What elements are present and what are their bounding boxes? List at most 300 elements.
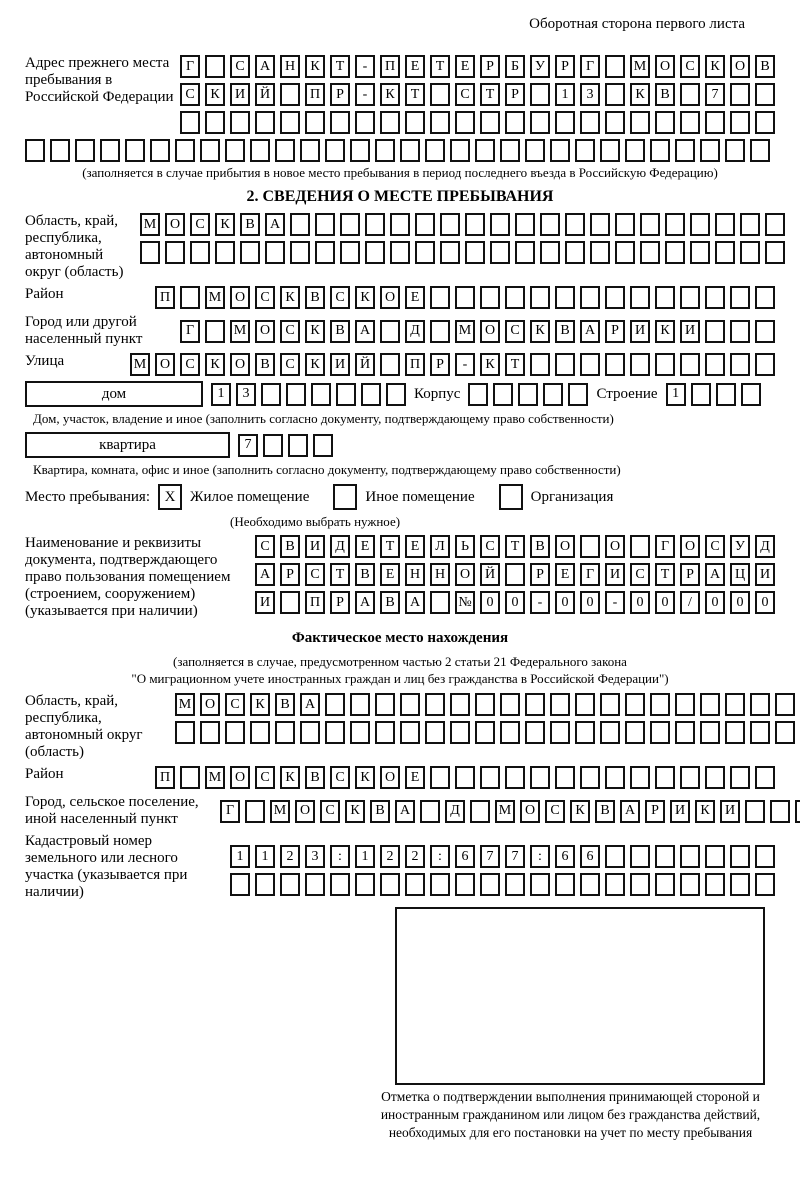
char-cell <box>400 139 420 162</box>
char-cell <box>530 873 550 896</box>
char-cell <box>490 241 510 264</box>
char-cell: В <box>255 353 275 376</box>
char-cell: Ц <box>730 563 750 586</box>
char-cell <box>575 721 595 744</box>
residential-checkbox: X <box>158 484 182 510</box>
previous-address-field <box>25 55 775 134</box>
char-cell <box>180 111 200 134</box>
char-cell <box>755 845 775 868</box>
char-cell <box>425 139 445 162</box>
char-cell <box>580 535 600 558</box>
char-cell: К <box>355 286 375 309</box>
char-cell: М <box>205 286 225 309</box>
char-cell <box>590 213 610 236</box>
char-cell: Е <box>405 286 425 309</box>
char-cell: Е <box>555 563 575 586</box>
char-cell <box>605 766 625 789</box>
char-cell <box>455 873 475 896</box>
char-cell <box>100 139 120 162</box>
char-cell <box>600 693 620 716</box>
char-cell <box>263 434 283 457</box>
char-cell <box>655 766 675 789</box>
char-cell <box>515 213 535 236</box>
char-cell <box>650 139 670 162</box>
char-cell <box>355 111 375 134</box>
char-cell: 3 <box>580 83 600 106</box>
char-cell <box>555 111 575 134</box>
stay-type-note: (Необходимо выбрать нужное) <box>230 514 401 529</box>
char-cell <box>180 286 200 309</box>
char-cell <box>605 845 625 868</box>
stay-type-row <box>25 484 775 510</box>
char-cell <box>290 241 310 264</box>
char-cell <box>575 139 595 162</box>
char-cell: Г <box>580 55 600 78</box>
char-cell <box>540 213 560 236</box>
char-cell: В <box>305 766 325 789</box>
char-cell <box>225 139 245 162</box>
char-cell: - <box>455 353 475 376</box>
char-cell: О <box>730 55 750 78</box>
char-cell <box>640 241 660 264</box>
char-cell: 0 <box>480 591 500 614</box>
char-cell <box>600 721 620 744</box>
char-cell: Р <box>680 563 700 586</box>
char-cell <box>350 693 370 716</box>
char-cell: Т <box>505 353 525 376</box>
char-cell <box>630 353 650 376</box>
cadastral-row-1 <box>230 845 775 868</box>
char-cell <box>315 213 335 236</box>
char-cell <box>468 383 488 406</box>
apartment-row <box>25 432 775 458</box>
char-cell: В <box>355 563 375 586</box>
char-cell: Р <box>555 55 575 78</box>
actual-district-label: Район <box>25 766 64 782</box>
stay-type-label: Место пребывания: <box>25 488 150 505</box>
char-cell <box>730 766 750 789</box>
char-cell <box>330 873 350 896</box>
char-cell: - <box>605 591 625 614</box>
actual-region-row-1 <box>175 693 800 716</box>
char-cell: Й <box>355 353 375 376</box>
char-cell <box>305 873 325 896</box>
char-cell <box>430 873 450 896</box>
char-cell <box>650 693 670 716</box>
char-cell <box>630 766 650 789</box>
char-cell: О <box>520 800 540 823</box>
street-field <box>25 353 775 376</box>
char-cell <box>390 213 410 236</box>
char-cell: В <box>595 800 615 823</box>
char-cell: А <box>355 320 375 343</box>
document-row-2 <box>255 563 775 586</box>
char-cell <box>665 241 685 264</box>
char-cell <box>275 139 295 162</box>
other-premises-label: Иное помещение <box>365 488 475 505</box>
char-cell: Е <box>355 535 375 558</box>
char-cell <box>425 693 445 716</box>
char-cell: О <box>380 766 400 789</box>
actual-location-note-1: (заполняется в случае, предусмотренном частью 2 статьи 21 Федерального закона <box>173 654 627 669</box>
char-cell <box>580 873 600 896</box>
char-cell <box>605 353 625 376</box>
char-cell: Т <box>430 55 450 78</box>
char-cell <box>450 721 470 744</box>
char-cell: Е <box>455 55 475 78</box>
char-cell <box>725 721 745 744</box>
char-cell: Т <box>380 535 400 558</box>
char-cell: О <box>230 286 250 309</box>
actual-location-note-2: "О миграционном учете иностранных граждан и лиц без гражданства в Российской Федерации") <box>131 671 669 686</box>
korpus-label: Корпус <box>414 385 461 402</box>
char-cell: № <box>455 591 475 614</box>
char-cell <box>655 286 675 309</box>
char-cell <box>205 55 225 78</box>
char-cell <box>630 535 650 558</box>
char-cell <box>580 111 600 134</box>
char-cell: М <box>175 693 195 716</box>
char-cell: О <box>455 563 475 586</box>
char-cell <box>540 241 560 264</box>
char-cell: Е <box>405 55 425 78</box>
char-cell: С <box>705 535 725 558</box>
char-cell <box>625 721 645 744</box>
char-cell: И <box>630 320 650 343</box>
char-cell: И <box>330 353 350 376</box>
char-cell: К <box>250 693 270 716</box>
char-cell: Т <box>655 563 675 586</box>
char-cell <box>455 111 475 134</box>
char-cell: К <box>215 213 235 236</box>
char-cell: О <box>605 535 625 558</box>
char-cell: Г <box>580 563 600 586</box>
char-cell: С <box>505 320 525 343</box>
char-cell: Г <box>180 55 200 78</box>
char-cell <box>450 693 470 716</box>
char-cell <box>286 383 306 406</box>
char-cell: Е <box>380 563 400 586</box>
char-cell: Т <box>330 55 350 78</box>
char-cell: М <box>495 800 515 823</box>
char-cell: В <box>280 535 300 558</box>
char-cell: Т <box>480 83 500 106</box>
house-number-row <box>211 383 406 406</box>
char-cell <box>325 139 345 162</box>
char-cell <box>380 873 400 896</box>
char-cell <box>350 139 370 162</box>
char-cell: О <box>200 693 220 716</box>
char-cell: С <box>480 535 500 558</box>
district-row <box>155 286 775 309</box>
char-cell <box>493 383 513 406</box>
char-cell: 3 <box>236 383 256 406</box>
char-cell <box>705 873 725 896</box>
char-cell <box>555 353 575 376</box>
char-cell <box>575 693 595 716</box>
char-cell: К <box>205 353 225 376</box>
actual-district-field <box>25 766 775 789</box>
char-cell: 1 <box>355 845 375 868</box>
char-cell <box>755 873 775 896</box>
char-cell <box>230 873 250 896</box>
char-cell: В <box>380 591 400 614</box>
char-cell: : <box>330 845 350 868</box>
char-cell: Р <box>505 83 525 106</box>
organization-label: Организация <box>530 488 614 505</box>
char-cell <box>355 873 375 896</box>
char-cell: С <box>190 213 210 236</box>
char-cell <box>555 286 575 309</box>
char-cell: А <box>355 591 375 614</box>
char-cell: 6 <box>555 845 575 868</box>
char-cell <box>765 213 785 236</box>
char-cell <box>311 383 331 406</box>
char-cell: К <box>380 83 400 106</box>
char-cell <box>215 241 235 264</box>
char-cell: С <box>630 563 650 586</box>
char-cell: А <box>395 800 415 823</box>
document-row-1 <box>255 535 775 558</box>
char-cell <box>420 800 440 823</box>
char-cell <box>655 111 675 134</box>
char-cell: С <box>455 83 475 106</box>
char-cell <box>750 139 770 162</box>
char-cell <box>700 139 720 162</box>
char-cell <box>430 766 450 789</box>
document-row-3 <box>255 591 775 614</box>
char-cell <box>288 434 308 457</box>
char-cell <box>740 213 760 236</box>
residential-label: Жилое помещение <box>190 488 310 505</box>
char-cell <box>205 320 225 343</box>
char-cell <box>365 213 385 236</box>
char-cell <box>530 286 550 309</box>
street-row <box>130 353 775 376</box>
char-cell <box>680 353 700 376</box>
char-cell <box>300 139 320 162</box>
char-cell <box>700 721 720 744</box>
char-cell <box>745 800 765 823</box>
char-cell: М <box>205 766 225 789</box>
char-cell <box>590 241 610 264</box>
char-cell <box>315 241 335 264</box>
apartment-number-row <box>238 434 333 457</box>
char-cell: Н <box>430 563 450 586</box>
char-cell <box>455 286 475 309</box>
city-row <box>180 320 775 343</box>
char-cell <box>165 241 185 264</box>
char-cell: Ь <box>455 535 475 558</box>
actual-city-row <box>220 800 800 823</box>
char-cell: О <box>230 766 250 789</box>
char-cell: О <box>230 353 250 376</box>
char-cell <box>140 241 160 264</box>
char-cell: Н <box>280 55 300 78</box>
char-cell <box>730 873 750 896</box>
char-cell <box>625 139 645 162</box>
char-cell: К <box>355 766 375 789</box>
char-cell: В <box>755 55 775 78</box>
char-cell: К <box>480 353 500 376</box>
char-cell <box>740 241 760 264</box>
char-cell: 0 <box>655 591 675 614</box>
char-cell: Р <box>605 320 625 343</box>
char-cell: А <box>255 55 275 78</box>
district-field <box>25 286 775 309</box>
char-cell: В <box>275 693 295 716</box>
char-cell <box>280 111 300 134</box>
char-cell: М <box>270 800 290 823</box>
char-cell <box>755 353 775 376</box>
char-cell <box>518 383 538 406</box>
char-cell <box>305 111 325 134</box>
char-cell <box>430 83 450 106</box>
char-cell <box>230 111 250 134</box>
char-cell: О <box>680 535 700 558</box>
char-cell <box>730 845 750 868</box>
char-cell: П <box>405 353 425 376</box>
house-row <box>25 381 775 407</box>
char-cell: С <box>255 286 275 309</box>
char-cell <box>150 139 170 162</box>
char-cell <box>615 213 635 236</box>
char-cell: А <box>705 563 725 586</box>
char-cell <box>770 800 790 823</box>
char-cell <box>375 693 395 716</box>
char-cell <box>680 286 700 309</box>
char-cell <box>500 693 520 716</box>
char-cell: О <box>295 800 315 823</box>
char-cell: - <box>530 591 550 614</box>
char-cell: И <box>255 591 275 614</box>
char-cell <box>475 693 495 716</box>
char-cell: С <box>225 693 245 716</box>
char-cell <box>505 873 525 896</box>
char-cell: К <box>655 320 675 343</box>
char-cell <box>440 241 460 264</box>
char-cell <box>250 139 270 162</box>
char-cell <box>730 353 750 376</box>
char-cell <box>705 286 725 309</box>
char-cell <box>716 383 736 406</box>
char-cell <box>380 111 400 134</box>
char-cell: М <box>130 353 150 376</box>
cadastral-rows <box>230 833 775 901</box>
char-cell: Т <box>330 563 350 586</box>
previous-address-row-2 <box>180 83 775 106</box>
char-cell <box>605 286 625 309</box>
char-cell <box>245 800 265 823</box>
char-cell <box>190 241 210 264</box>
char-cell: : <box>430 845 450 868</box>
char-cell: В <box>305 286 325 309</box>
char-cell: О <box>165 213 185 236</box>
document-field <box>25 535 775 620</box>
char-cell <box>430 320 450 343</box>
char-cell <box>665 213 685 236</box>
char-cell <box>255 873 275 896</box>
char-cell: Л <box>430 535 450 558</box>
char-cell <box>605 111 625 134</box>
char-cell <box>605 55 625 78</box>
region-field <box>25 213 775 281</box>
char-cell: С <box>330 766 350 789</box>
char-cell <box>741 383 761 406</box>
char-cell: О <box>555 535 575 558</box>
char-cell <box>380 320 400 343</box>
char-cell: М <box>455 320 475 343</box>
char-cell: С <box>255 766 275 789</box>
char-cell <box>313 434 333 457</box>
char-cell: Г <box>180 320 200 343</box>
confirmation-stamp-box <box>395 907 765 1085</box>
char-cell <box>605 873 625 896</box>
char-cell <box>25 139 45 162</box>
char-cell <box>480 111 500 134</box>
char-cell: К <box>695 800 715 823</box>
char-cell <box>640 213 660 236</box>
char-cell: С <box>280 320 300 343</box>
char-cell <box>605 83 625 106</box>
char-cell: О <box>255 320 275 343</box>
char-cell: 1 <box>666 383 686 406</box>
char-cell <box>525 721 545 744</box>
char-cell: : <box>530 845 550 868</box>
char-cell: 1 <box>555 83 575 106</box>
char-cell <box>530 766 550 789</box>
char-cell <box>705 353 725 376</box>
char-cell: Р <box>480 55 500 78</box>
char-cell: Р <box>280 563 300 586</box>
char-cell: С <box>330 286 350 309</box>
char-cell: К <box>630 83 650 106</box>
street-label: Улица <box>25 353 65 369</box>
char-cell <box>325 693 345 716</box>
char-cell <box>175 721 195 744</box>
char-cell: К <box>530 320 550 343</box>
char-cell <box>700 693 720 716</box>
actual-region-rows <box>175 693 800 761</box>
char-cell <box>425 721 445 744</box>
char-cell: 0 <box>755 591 775 614</box>
char-cell: Е <box>405 535 425 558</box>
char-cell: С <box>280 353 300 376</box>
char-cell: П <box>155 766 175 789</box>
char-cell <box>705 766 725 789</box>
char-cell: - <box>355 83 375 106</box>
char-cell <box>400 693 420 716</box>
char-cell <box>568 383 588 406</box>
char-cell: 2 <box>380 845 400 868</box>
char-cell <box>265 241 285 264</box>
char-cell <box>755 766 775 789</box>
char-cell <box>580 353 600 376</box>
apartment-note: Квартира, комната, офис и иное (заполнить согласно документу, подтверждающему право собственности) <box>33 462 621 477</box>
char-cell <box>795 800 800 823</box>
house-named-box: дом <box>25 381 203 407</box>
char-cell <box>715 241 735 264</box>
char-cell <box>205 111 225 134</box>
char-cell: 0 <box>555 591 575 614</box>
char-cell: Т <box>405 83 425 106</box>
char-cell: О <box>155 353 175 376</box>
char-cell: У <box>730 535 750 558</box>
char-cell <box>680 111 700 134</box>
char-cell: Б <box>505 55 525 78</box>
char-cell <box>580 766 600 789</box>
char-cell <box>280 873 300 896</box>
